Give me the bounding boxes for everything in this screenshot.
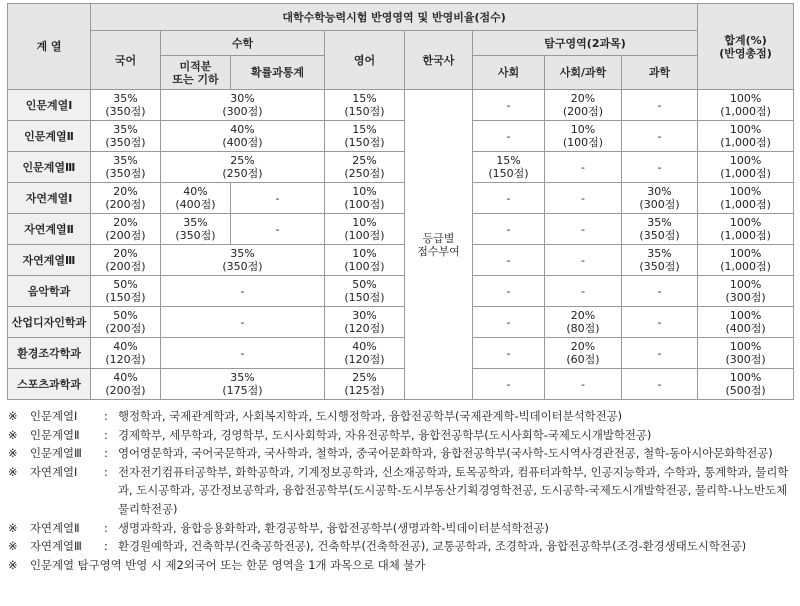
row-name: 자연계열Ⅲ — [8, 245, 91, 276]
cell-korean: 20% (200점) — [91, 214, 161, 245]
cell-social: - — [473, 183, 545, 214]
footnote-label: 인문계열Ⅰ — [30, 409, 78, 423]
cell-social-science: 20% (60점) — [545, 338, 622, 369]
footnote-colon: : — [104, 409, 108, 423]
cell-total: 100% (1,000점) — [698, 90, 794, 121]
cell-social: - — [473, 90, 545, 121]
cell-math: 30% (300점) — [161, 90, 325, 121]
row-name: 인문계열Ⅲ — [8, 152, 91, 183]
footnotes — [8, 407, 796, 574]
header-group: 계 열 — [8, 4, 91, 90]
reference-mark: ※ — [8, 409, 18, 423]
cell-english: 10% (100점) — [325, 214, 405, 245]
cell-social-science: - — [545, 152, 622, 183]
cell-social: - — [473, 121, 545, 152]
header-inquiry: 탐구영역(2과목) — [473, 31, 698, 56]
table-row — [8, 152, 794, 183]
cell-english: 15% (150점) — [325, 121, 405, 152]
footnote-label: 인문계열Ⅱ — [30, 427, 80, 442]
row-name: 음악학과 — [8, 276, 91, 307]
cell-english: 25% (250점) — [325, 152, 405, 183]
cell-total: 100% (500점) — [698, 369, 794, 400]
reference-mark: ※ — [8, 520, 18, 535]
row-name: 자연계열Ⅱ — [8, 214, 91, 245]
reference-mark: ※ — [8, 427, 18, 442]
footnote-colon: : — [104, 446, 108, 461]
cell-korean: 40% (120점) — [91, 338, 161, 369]
cell-total: 100% (300점) — [698, 338, 794, 369]
cell-total: 100% (1,000점) — [698, 183, 794, 214]
cell-social-science: - — [545, 183, 622, 214]
cell-science: - — [622, 90, 698, 121]
cell-science: - — [622, 276, 698, 307]
cell-english: 50% (150점) — [325, 276, 405, 307]
cell-korean: 20% (200점) — [91, 245, 161, 276]
cell-social: - — [473, 245, 545, 276]
cell-social: 15% (150점) — [473, 152, 545, 183]
footnote-text: 전자전기컴퓨터공학부, 화학공학과, 기계정보공학과, 신소재공학과, 토목공학과, 컴퓨터과학부, 인공지능학과, 수학과, 통계학과, 물리학과, 도시공학과, 공간정보공학과, 융합전공학부(도시공학-도시부동산기획경영학전공, 도시공학-국제도시개발학전공, 물리학-나노반도체물리학전공) — [118, 464, 789, 516]
cell-math: 35% (350점) — [161, 245, 325, 276]
footnote-label: 자연계열Ⅱ — [30, 520, 80, 535]
cell-math: 25% (250점) — [161, 152, 325, 183]
table-row — [8, 369, 794, 400]
footnote-item — [8, 407, 796, 426]
cell-total: 100% (400점) — [698, 307, 794, 338]
footnote-item — [8, 426, 796, 445]
row-name: 인문계열Ⅰ — [8, 90, 91, 121]
cell-science: - — [622, 338, 698, 369]
cell-social-science: 20% (80점) — [545, 307, 622, 338]
cell-social: - — [473, 214, 545, 245]
reference-mark: ※ — [8, 557, 18, 572]
row-name: 자연계열Ⅰ — [8, 183, 91, 214]
cell-social-science: - — [545, 276, 622, 307]
reference-mark: ※ — [8, 539, 18, 554]
cell-science: - — [622, 121, 698, 152]
footnote-item — [8, 537, 796, 556]
table-row — [8, 245, 794, 276]
cell-total: 100% (1,000점) — [698, 214, 794, 245]
cell-total: 100% (1,000점) — [698, 152, 794, 183]
cell-korean: 35% (350점) — [91, 152, 161, 183]
header-history: 한국사 — [405, 31, 473, 90]
table-row — [8, 307, 794, 338]
cell-math: 40% (400점) — [161, 121, 325, 152]
table-body — [8, 90, 794, 400]
cell-science: 30% (300점) — [622, 183, 698, 214]
table-row — [8, 90, 794, 121]
header-social-science: 사회/과학 — [545, 56, 622, 90]
header-korean: 국어 — [91, 31, 161, 90]
footnote-text: 생명과학과, 융합응용화학과, 환경공학부, 융합전공학부(생명과학-빅데이터분석학전공) — [118, 520, 549, 535]
footnote-item — [8, 519, 796, 538]
cell-english: 40% (120점) — [325, 338, 405, 369]
footnote-text: 환경원예학과, 건축학부(건축공학전공), 건축학부(건축학전공), 교통공학과, 조경학과, 융합전공학부(조경-환경생태도시학전공) — [118, 539, 747, 554]
cell-korean: 40% (200점) — [91, 369, 161, 400]
row-name: 인문계열Ⅱ — [8, 121, 91, 152]
cell-social-science: - — [545, 214, 622, 245]
footnote-text: 영어영문학과, 국어국문학과, 국사학과, 철학과, 중국어문화학과, 융합전공학부(국사학-도시역사경관전공, 철학-동아시아문화학전공) — [118, 446, 773, 461]
cell-math: 35% (175점) — [161, 369, 325, 400]
cell-social-science: 20% (200점) — [545, 90, 622, 121]
row-name: 환경조각학과 — [8, 338, 91, 369]
cell-math-calc: 35% (350점) — [161, 214, 231, 245]
header-science: 과학 — [622, 56, 698, 90]
cell-total: 100% (300점) — [698, 276, 794, 307]
cell-social: - — [473, 369, 545, 400]
table-row — [8, 183, 794, 214]
cell-social-science: - — [545, 245, 622, 276]
cell-social-science: - — [545, 369, 622, 400]
footnote-text: 인문계열 탐구영역 반영 시 제2외국어 또는 한문 영역을 1개 과목으로 대체 불가 — [30, 557, 426, 572]
cell-math: - — [161, 307, 325, 338]
cell-english: 10% (100점) — [325, 183, 405, 214]
cell-math: - — [161, 276, 325, 307]
cell-english: 10% (100점) — [325, 245, 405, 276]
footnote-text: 행정학과, 국제관계학과, 사회복지학과, 도시행정학과, 융합전공학부(국제관계학-빅데이터분석학전공) — [118, 409, 623, 423]
row-name: 스포츠과학과 — [8, 369, 91, 400]
cell-social-science: 10% (100점) — [545, 121, 622, 152]
cell-korean: 35% (350점) — [91, 90, 161, 121]
table-row — [8, 214, 794, 245]
cell-social: - — [473, 307, 545, 338]
footnote-item — [8, 556, 796, 575]
footnote-item — [8, 444, 796, 463]
cell-math-stat: - — [231, 214, 325, 245]
cell-math-stat: - — [231, 183, 325, 214]
header-english: 영어 — [325, 31, 405, 90]
cell-english: 25% (125점) — [325, 369, 405, 400]
header-suneung: 대학수학능력시험 반영영역 및 반영비율(점수) — [91, 4, 698, 31]
cell-korean: 50% (200점) — [91, 307, 161, 338]
cell-social: - — [473, 276, 545, 307]
cell-science: - — [622, 307, 698, 338]
header-math: 수학 — [161, 31, 325, 56]
footnote-item — [8, 463, 796, 519]
header-math-calc: 미적분 또는 기하 — [161, 56, 231, 90]
cell-total: 100% (1,000점) — [698, 121, 794, 152]
cell-total: 100% (1,000점) — [698, 245, 794, 276]
footnote-colon: : — [104, 539, 108, 554]
cell-math-calc: 40% (400점) — [161, 183, 231, 214]
footnote-colon: : — [104, 427, 108, 442]
cell-korean: 20% (200점) — [91, 183, 161, 214]
footnote-label: 인문계열Ⅲ — [30, 446, 82, 461]
header-social: 사회 — [473, 56, 545, 90]
footnote-colon: : — [104, 464, 108, 479]
footnote-label: 자연계열Ⅰ — [30, 464, 78, 479]
cell-science: - — [622, 152, 698, 183]
cell-math: - — [161, 338, 325, 369]
table-row — [8, 276, 794, 307]
reference-mark: ※ — [8, 446, 18, 461]
cell-science: 35% (350점) — [622, 245, 698, 276]
table-row — [8, 121, 794, 152]
cell-english: 15% (150점) — [325, 90, 405, 121]
score-ratio-table — [7, 3, 794, 400]
cell-science: 35% (350점) — [622, 214, 698, 245]
cell-english: 30% (120점) — [325, 307, 405, 338]
cell-history: 등급별 점수부여 — [405, 90, 473, 400]
footnote-colon: : — [104, 520, 108, 535]
cell-science: - — [622, 369, 698, 400]
cell-korean: 50% (150점) — [91, 276, 161, 307]
footnote-text: 경제학부, 세무학과, 경영학부, 도시사회학과, 자유전공학부, 융합전공학부(도시사회학-국제도시개발학전공) — [118, 427, 652, 442]
footnote-label: 자연계열Ⅲ — [30, 539, 82, 554]
reference-mark: ※ — [8, 464, 18, 479]
cell-social: - — [473, 338, 545, 369]
header-math-stat: 확률과통계 — [231, 56, 325, 90]
row-name: 산업디자인학과 — [8, 307, 91, 338]
table-row — [8, 338, 794, 369]
header-total: 합계(%) (반영총점) — [698, 4, 794, 90]
cell-korean: 35% (350점) — [91, 121, 161, 152]
